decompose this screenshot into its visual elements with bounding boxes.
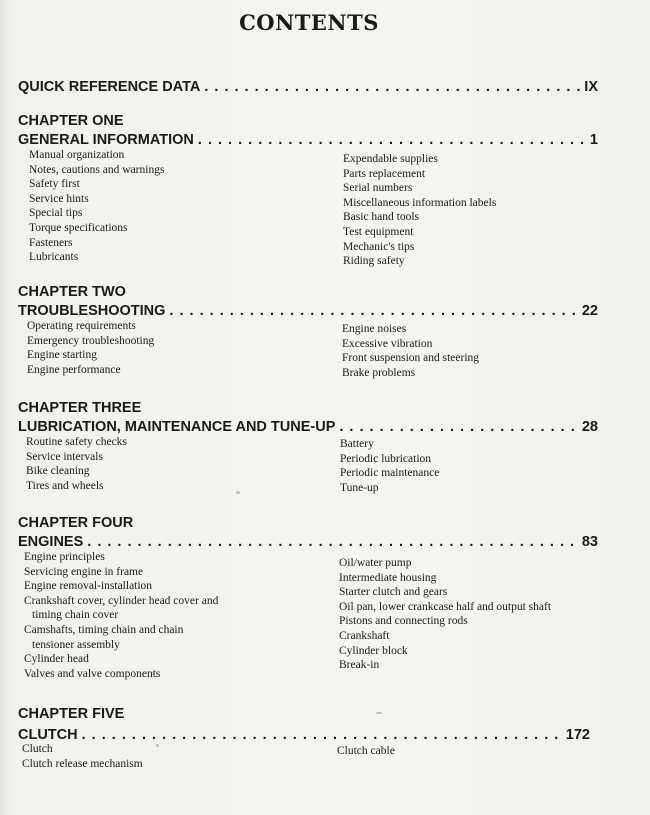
topic-item: Basic hand tools (343, 211, 420, 224)
chapter-page: 28 (581, 419, 598, 435)
topic-item: Cylinder head (24, 653, 89, 666)
topic-item: Starter clutch and gears (339, 586, 448, 599)
topic-item: Miscellaneous information labels (343, 196, 497, 209)
topic-item: Oil pan, lower crankcase half and output shaft (339, 600, 552, 613)
toc-entry-label: QUICK REFERENCE DATA (18, 79, 201, 95)
chapter-number: CHAPTER ONE (18, 113, 124, 129)
topic-item: Service hints (29, 192, 89, 205)
dot-leader (204, 79, 580, 96)
topic-item: Service intervals (26, 450, 103, 463)
topic-item: Test equipment (343, 225, 414, 238)
page-title: CONTENTS (239, 10, 379, 35)
topic-item: Clutch release mechanism (22, 757, 143, 770)
chapter-number: CHAPTER FOUR (18, 515, 134, 531)
topic-item: Bike cleaning (26, 465, 90, 478)
scan-speck (236, 491, 240, 494)
topic-item: Engine starting (27, 349, 97, 362)
chapter-two-topics-left (27, 319, 154, 377)
topic-item: Emergency troubleshooting (27, 334, 155, 347)
topic-item: Manual organization (29, 149, 125, 161)
scan-speck (376, 712, 382, 714)
scan-speck (156, 744, 159, 747)
chapter-four-topics-right (339, 556, 551, 673)
chapter-name: GENERAL INFORMATION (18, 132, 194, 148)
topic-item: Brake problems (342, 366, 416, 379)
chapter-name: TROUBLESHOOTING (18, 303, 166, 319)
topic-item: Cylinder block (339, 644, 408, 657)
topic-item: Riding safety (343, 255, 405, 268)
chapter-three-topics-right (340, 437, 439, 495)
topic-item: Expendable supplies (343, 153, 438, 165)
topic-item: Notes, cautions and warnings (29, 163, 165, 176)
chapter-five-topics-right (337, 744, 395, 759)
topic-item: Servicing engine in frame (24, 565, 144, 578)
chapter-one-topics-left (29, 148, 164, 265)
topic-item: Oil/water pump (339, 557, 412, 569)
topic-item: Engine removal-installation (24, 580, 153, 593)
topic-item: Lubricants (29, 251, 79, 264)
chapter-page: 22 (581, 303, 598, 319)
topic-item: timing chain cover (32, 609, 119, 622)
topic-item: Excessive vibration (342, 337, 433, 350)
topic-item: Break-in (339, 659, 380, 672)
chapter-four-topics-left (24, 550, 218, 681)
dot-leader (87, 534, 578, 551)
topic-item: Safety first (29, 178, 80, 191)
topic-item: Engine performance (27, 363, 121, 376)
topic-item: Pistons and connecting rods (339, 615, 468, 628)
topic-item: Torque specifications (29, 221, 128, 234)
topic-item: Operating requirements (27, 320, 136, 332)
topic-item: Special tips (29, 207, 83, 220)
chapter-name: ENGINES (18, 534, 84, 550)
topic-item: Battery (340, 438, 374, 450)
topic-item: Valves and valve components (24, 667, 161, 680)
chapter-one-topics-right (343, 152, 496, 269)
topic-item: Front suspension and steering (342, 352, 480, 365)
chapter-three-topics-left (26, 435, 127, 493)
topic-item: Tune-up (340, 481, 379, 494)
chapter-name: LUBRICATION, MAINTENANCE AND TUNE-UP (18, 419, 336, 435)
chapter-page: 83 (581, 534, 598, 550)
chapter-number: CHAPTER FIVE (18, 706, 125, 722)
chapter-number: CHAPTER TWO (18, 284, 126, 300)
topic-item: Crankshaft cover, cylinder head cover and (24, 594, 219, 607)
topic-item: Engine noises (342, 323, 407, 335)
topic-item: Crankshaft (339, 629, 390, 642)
chapter-page: 172 (565, 727, 590, 743)
toc-entry-quick-reference[interactable] (18, 79, 598, 96)
topic-item: Periodic lubrication (340, 452, 432, 465)
topic-item: Fasteners (29, 236, 73, 249)
chapter-name: CLUTCH (18, 727, 78, 743)
topic-item: Clutch cable (337, 745, 395, 757)
dot-leader (169, 303, 577, 320)
dot-leader (82, 727, 562, 744)
toc-entry-chapter-four[interactable] (18, 534, 598, 551)
topic-item: Serial numbers (343, 182, 413, 195)
topic-item: tensioner assembly (32, 638, 120, 651)
toc-entry-page: IX (584, 79, 598, 95)
topic-item: Periodic maintenance (340, 467, 440, 480)
topic-item: Tires and wheels (26, 479, 104, 492)
topic-item: Mechanic's tips (343, 240, 415, 253)
topic-item: Camshafts, timing chain and chain (24, 623, 184, 636)
topic-item: Intermediate housing (339, 571, 437, 584)
dot-leader (339, 419, 577, 436)
chapter-page: 1 (589, 132, 598, 148)
chapter-five-topics-left (22, 742, 143, 771)
topic-item: Routine safety checks (26, 436, 127, 448)
topic-item: Engine principles (24, 551, 105, 563)
chapter-number: CHAPTER THREE (18, 400, 142, 416)
topic-item: Parts replacement (343, 167, 426, 180)
toc-entry-chapter-two[interactable] (18, 303, 598, 320)
topic-item: Clutch (22, 743, 53, 755)
chapter-two-topics-right (342, 322, 479, 380)
toc-entry-chapter-one[interactable] (18, 132, 598, 149)
toc-entry-chapter-three[interactable] (18, 419, 598, 436)
dot-leader (198, 132, 586, 149)
